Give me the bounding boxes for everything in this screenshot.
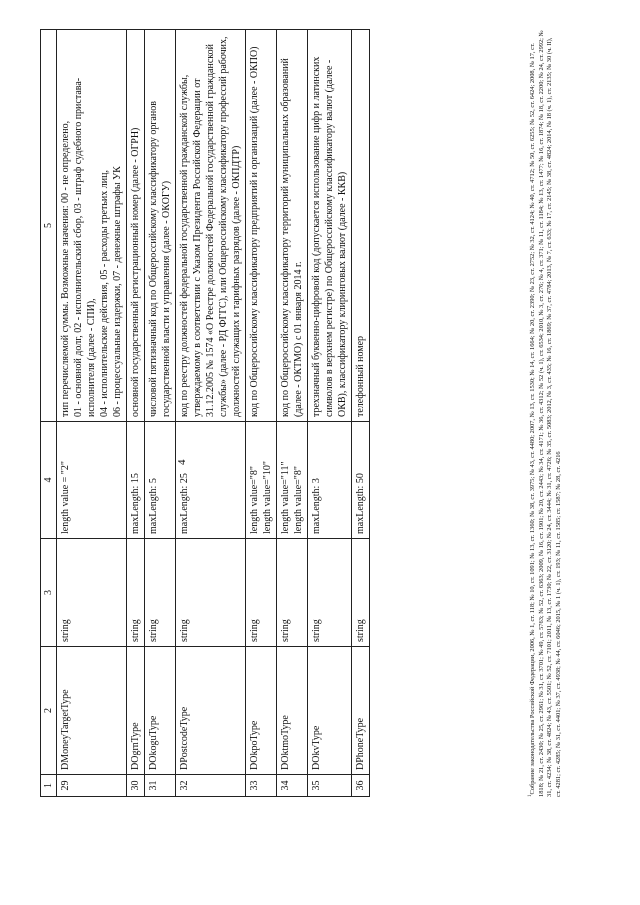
restriction: length value="11" length value="8"	[277, 422, 308, 539]
footnote	[528, 30, 564, 797]
base-type: string	[145, 539, 176, 647]
base-type: string	[277, 539, 308, 647]
restriction: maxLength: 25	[176, 422, 246, 539]
page-number: 4	[176, 459, 188, 465]
row-number: 36	[352, 775, 370, 797]
type-name: DPostcodeType	[176, 647, 246, 775]
base-type: string	[127, 539, 145, 647]
table-row	[145, 30, 176, 797]
restriction: maxLength: 50	[352, 422, 370, 539]
type-name: DMoneyTargetType	[57, 647, 127, 775]
type-name: DOkpoType	[246, 647, 277, 775]
row-number: 29	[57, 775, 127, 797]
type-name: DOktmoType	[277, 647, 308, 775]
type-name: DPhoneType	[352, 647, 370, 775]
footnote-marker: 1	[528, 794, 533, 797]
base-type: string	[246, 539, 277, 647]
table-row	[246, 30, 277, 797]
row-number: 32	[176, 775, 246, 797]
description: тип перечисляемой суммы. Возможные значения: 00 - не определено, 01 - основной долг, 02 - исполнительский сбор, 03 - штраф судебного пристава-исполнителя (далее - СПИ), 04 - исполнительские действия, 05 - расходы третьих лиц, 06 - процессуальные издержки, 07 - денежные штрафы УК	[57, 30, 127, 422]
footnote-text: Собрание законодательства Российской Федерации, 2006, № 1, ст. 118; № 10, ст. 1091; № 13, ст. 1360; № 38, ст. 3975; № 43, ст. 4480; 2007, № 13, ст. 1530; № 14, ст. 1664; № 20, ст. 2390; № 23, ст. 2752; № 32, ст. 4124; № 40, ст. 4712; № 50, ст. 6255; № 52, ст. 6424; 2008, № 17, ст. 1818; № 21, ст. 2430; № 25, ст. 2961; № 31, ст. 3701; № 49, ст. 5763; № 52, ст. 6363; 2009, № 16, ст. 1901; № 20, ст. 2443; № 34, ст. 4171; № 36, ст. 4312; № 52 (ч. 1), ст. 6534; 2010, № 3, ст. 276; № 4, ст. 371; № 11, ст. 1184; № 13, ст. 1477; № 16, ст. 1874; № 18, ст. 2200; № 24, ст. 2992; № 31, ст. 4234; № 38, ст. 4824; № 43, ст. 5501; № 52, ст. 7101; 2011, № 13, ст. 1730; № 22, ст. 3120; № 24, ст. 3444; № 31, ст. 4726; № 35, ст. 5083; 2012, № 3, ст. 435; № 16, ст. 1869; № 37, ст. 4784; 2013, № 7, ст. 633; № 17, ст. 2145; № 38, ст. 4824; 2014, № 18 (ч. 1), ст. 2135; № 30 (ч. II), ст. 4281; ст. 4285; № 31, ст. 4401; № 37, ст. 4938; № 44, ст. 6046; 2015, № 1 (ч. 1), ст. 193; № 11, ст. 1585; ст. 1587; № 28, ст. 4216	[529, 30, 563, 797]
base-type: string	[352, 539, 370, 647]
restriction: maxLength: 3	[308, 422, 352, 539]
table-row	[176, 30, 246, 797]
column-header: 3	[41, 539, 57, 647]
column-header: 2	[41, 647, 57, 775]
table-row	[308, 30, 352, 797]
type-name: DOkvType	[308, 647, 352, 775]
base-type: string	[57, 539, 127, 647]
row-number: 31	[145, 775, 176, 797]
column-header: 4	[41, 422, 57, 539]
row-number: 35	[308, 775, 352, 797]
type-name: DOgrnType	[127, 647, 145, 775]
description: числовой пятизначный код по Общероссийскому классификатору органов государственной власти и управления (далее - ОКОГУ)	[145, 30, 176, 422]
description: код по Общероссийскому классификатору предприятий и организаций (далее - ОКПО)	[246, 30, 277, 422]
description: телефонный номер	[352, 30, 370, 422]
row-number: 33	[246, 775, 277, 797]
description: трехзначный буквенно-цифровой код (допускается использование цифр и латинских символов в верхнем регистре) по Общероссийскому классификатору валют (далее - ОКВ), классификатору клиринговых валют (далее - ККВ)	[308, 30, 352, 422]
row-number: 34	[277, 775, 308, 797]
table-row	[277, 30, 308, 797]
table-row	[352, 30, 370, 797]
table-header-row	[41, 30, 57, 797]
base-type: string	[308, 539, 352, 647]
description: код по реестру должностей федеральной государственной гражданской службы, утверждаемому в соответствии с Указом Президента Российской Федерации от 31.12.2005 № 1574 «О Реестре должностей Федеральной государственной гражданской службы» (далее - РД ФГГС), или Общероссийскому классификатору профессий рабочих, должностей служащих и тарифных разрядов (далее - ОКПДТР)	[176, 30, 246, 422]
table-row	[57, 30, 127, 797]
base-type: string	[176, 539, 246, 647]
restriction: maxLength: 15	[127, 422, 145, 539]
description: код по Общероссийскому классификатору территорий муниципальных образований (далее - ОКТМО) с 01 января 2014 г.	[277, 30, 308, 422]
description: основной государственный регистрационный номер (далее - ОГРН)	[127, 30, 145, 422]
type-definitions-table	[40, 29, 370, 797]
column-header: 1	[41, 775, 57, 797]
restriction: length value = "2"	[57, 422, 127, 539]
column-header: 5	[41, 30, 57, 422]
restriction: length value="8" length value="10"	[246, 422, 277, 539]
row-number: 30	[127, 775, 145, 797]
restriction: maxLength: 5	[145, 422, 176, 539]
type-name: DOkoguType	[145, 647, 176, 775]
table-row	[127, 30, 145, 797]
